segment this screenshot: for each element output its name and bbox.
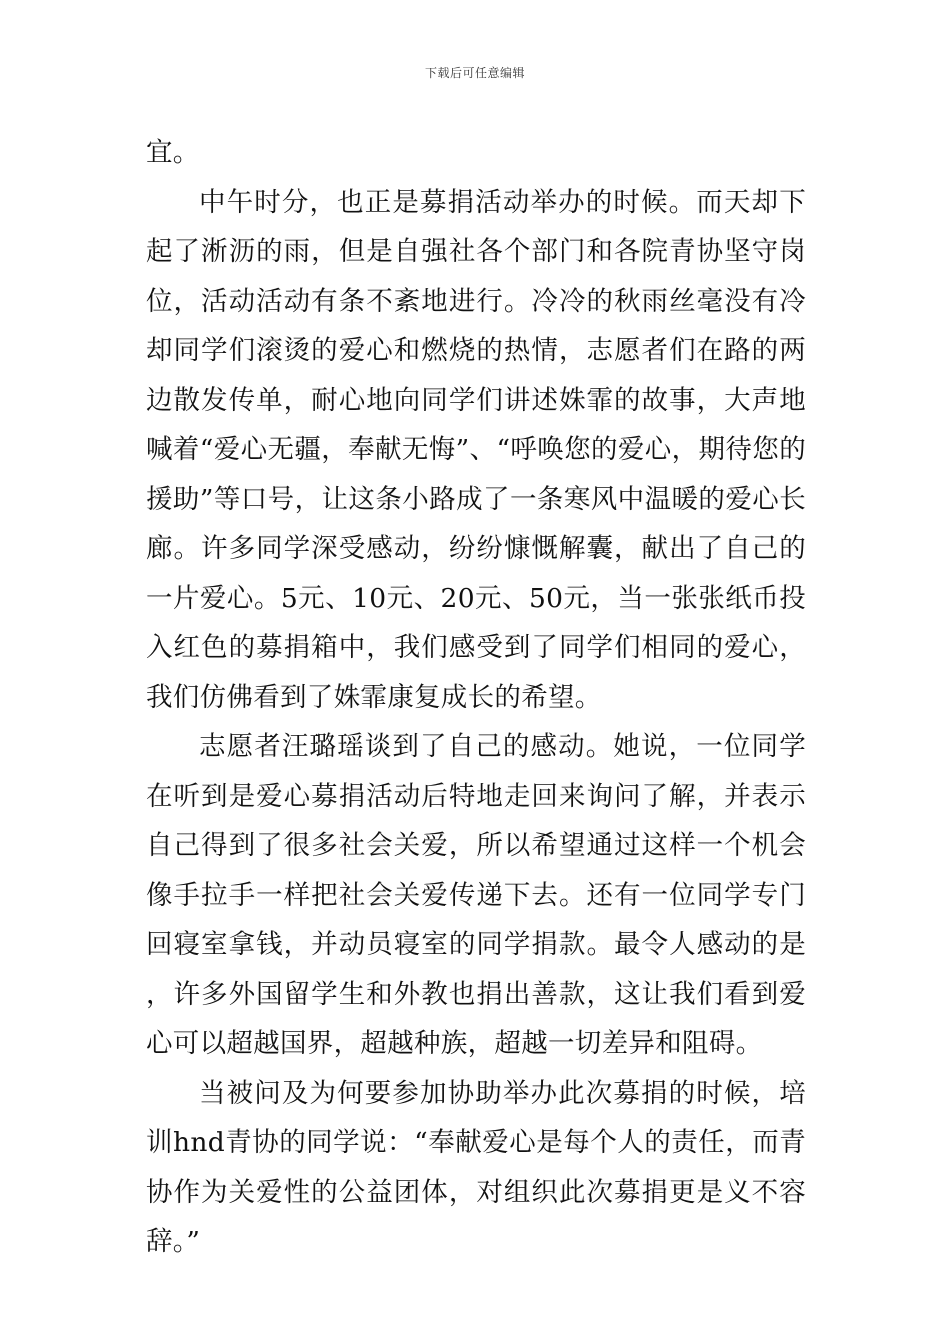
paragraph-interview-quote: 当被问及为何要参加协助举办此次募捐的时候，培训hnd青协的同学说：“奉献爱心是每个人的责任，而青协作为关爱性的公益团体，对组织此次募捐更是义不容辞。”: [146, 1077, 806, 1257]
paragraph-fundraising-noon: 中午时分，也正是募捐活动举办的时候。而天却下起了淅沥的雨，但是自强社各个部门和各院青协坚守岗位，活动活动有条不紊地进行。冷冷的秋雨丝毫没有冷却同学们滚烫的爱心和燃烧的热情，志愿者们在路的两边散发传单，耐心地向同学们讲述姝霏的故事，大声地喊着“爱心无疆，奉献无悔”、“呼唤您的爱心，期待您的援助”等口号，让这条小路成了一条寒风中温暖的爱心长廊。许多同学深受感动，纷纷慷慨解囊，献出了自己的一片爱心。5元、10元、20元、50元，当一张张纸币投入红色的募捐箱中，我们感受到了同学们相同的爱心，我们仿佛看到了姝霏康复成长的希望。: [146, 186, 806, 713]
document-body: [146, 128, 806, 1267]
paragraph-volunteer-story: 志愿者汪璐瑶谈到了自己的感动。她说，一位同学在听到是爱心募捐活动后特地走回来询问了解，并表示自己得到了很多社会关爱，所以希望通过这样一个机会像手拉手一样把社会关爱传递下去。还有一位同学专门回寝室拿钱，并动员寝室的同学捐款。最令人感动的是，许多外国留学生和外教也捐出善款，这让我们看到爱心可以超越国界，超越种族，超越一切差异和阻碍。: [146, 731, 806, 1059]
page-header-note: 下载后可任意编辑: [424, 66, 525, 80]
paragraph-continuation: 宜。: [146, 137, 200, 168]
